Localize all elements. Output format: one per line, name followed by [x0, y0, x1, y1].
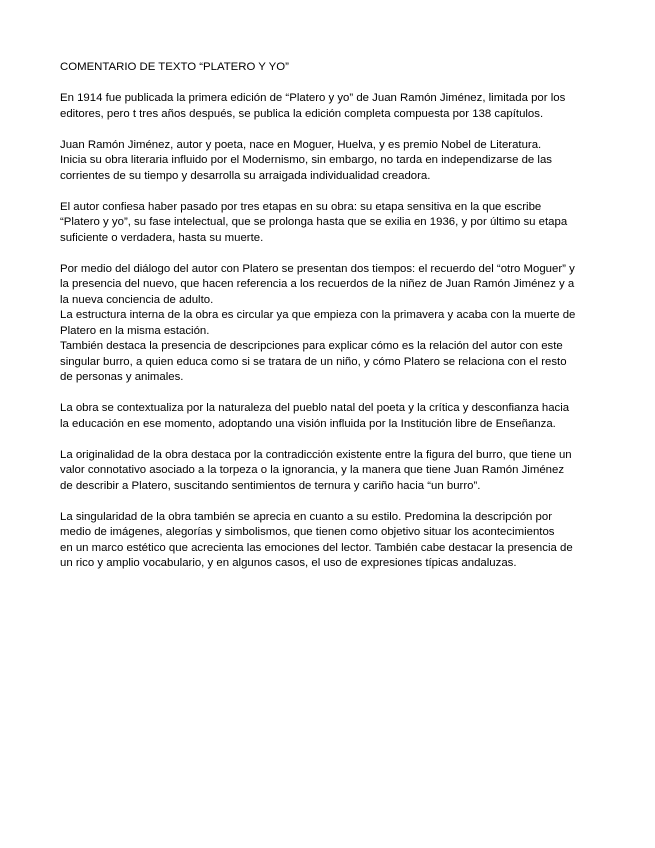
text-line: editores, pero t tres años después, se publica la edición completa compuesta por 138 capítulos.	[60, 107, 544, 120]
text-line: medio de imágenes, alegorías y simbolismos, que tienen como objetivo situar los acontecimientos	[60, 526, 555, 538]
text-line: de personas y animales.	[60, 371, 184, 383]
text-line: Juan Ramón Jiménez, autor y poeta, nace en Moguer, Huelva, y es premio Nobel de Literatura.	[60, 138, 542, 151]
text-line: La singularidad de la obra también se aprecia en cuanto a su estilo. Predomina la descripción por	[60, 510, 552, 523]
paragraph-6	[60, 448, 596, 495]
text-line: la nueva conciencia de adulto.	[60, 293, 214, 306]
document-title: COMENTARIO DE TEXTO “PLATERO Y YO”	[60, 61, 289, 73]
text-line: Por medio del diálogo del autor con Platero se presentan dos tiempos: el recuerdo del “otro Moguer” y	[60, 262, 575, 275]
text-line: En 1914 fue publicada la primera edición de “Platero y yo” de Juan Ramón Jiménez, limitada por los	[60, 92, 566, 104]
text-line: La originalidad de la obra destaca por la contradicción existente entre la figura del burro, que tiene un	[60, 448, 572, 461]
text-line: la presencia del nuevo, que hacen referencia a los recuerdos de la niñez de Juan Ramón Jiménez y a	[60, 278, 575, 290]
paragraph-7	[60, 510, 596, 572]
text-line: La estructura interna de la obra es circular ya que empieza con la primavera y acaba con la muerte de	[60, 309, 576, 321]
text-line: corrientes de su tiempo y desarrolla su arraigada individualidad creadora.	[60, 169, 431, 182]
paragraph-3	[60, 200, 596, 247]
document-page	[60, 60, 596, 587]
paragraph-1	[60, 91, 596, 122]
text-line: valor connotativo asociado a la torpeza o la ignorancia, y la manera que tiene Juan Ramón Jiménez	[60, 464, 565, 476]
text-line: un rico y amplio vocabulario, y en algunos casos, el uso de expresiones típicas andaluzas.	[60, 557, 517, 569]
text-line: Platero en la misma estación.	[60, 324, 210, 337]
paragraph-2	[60, 138, 596, 185]
text-line: singular burro, a quien educa como si se tratara de un niño, y cómo Platero se relaciona con el resto	[60, 355, 567, 368]
text-line: la educación en ese momento, adoptando una visión influida por la Institución libre de Enseñanza.	[60, 417, 556, 430]
text-line: de describir a Platero, suscitando sentimientos de ternura y cariño hacia “un burro”.	[60, 479, 481, 492]
text-line: También destaca la presencia de descripciones para explicar cómo es la relación del autor con este	[60, 340, 563, 352]
paragraph-5	[60, 401, 596, 432]
paragraph-4	[60, 262, 596, 386]
text-line: “Platero y yo”, su fase intelectual, que se prolonga hasta que se exilia en 1936, y por último su etapa	[60, 216, 568, 228]
text-line: La obra se contextualiza por la naturaleza del pueblo natal del poeta y la crítica y desconfianza hacia	[60, 402, 570, 414]
text-line: suficiente o verdadera, hasta su muerte.	[60, 231, 264, 244]
text-line: Inicia su obra literaria influido por el Modernismo, sin embargo, no tarda en independizarse de las	[60, 154, 552, 166]
text-line: El autor confiesa haber pasado por tres etapas en su obra: su etapa sensitiva en la que escribe	[60, 200, 542, 213]
text-line: en un marco estético que acrecienta las emociones del lector. También cabe destacar la presencia de	[60, 541, 573, 554]
